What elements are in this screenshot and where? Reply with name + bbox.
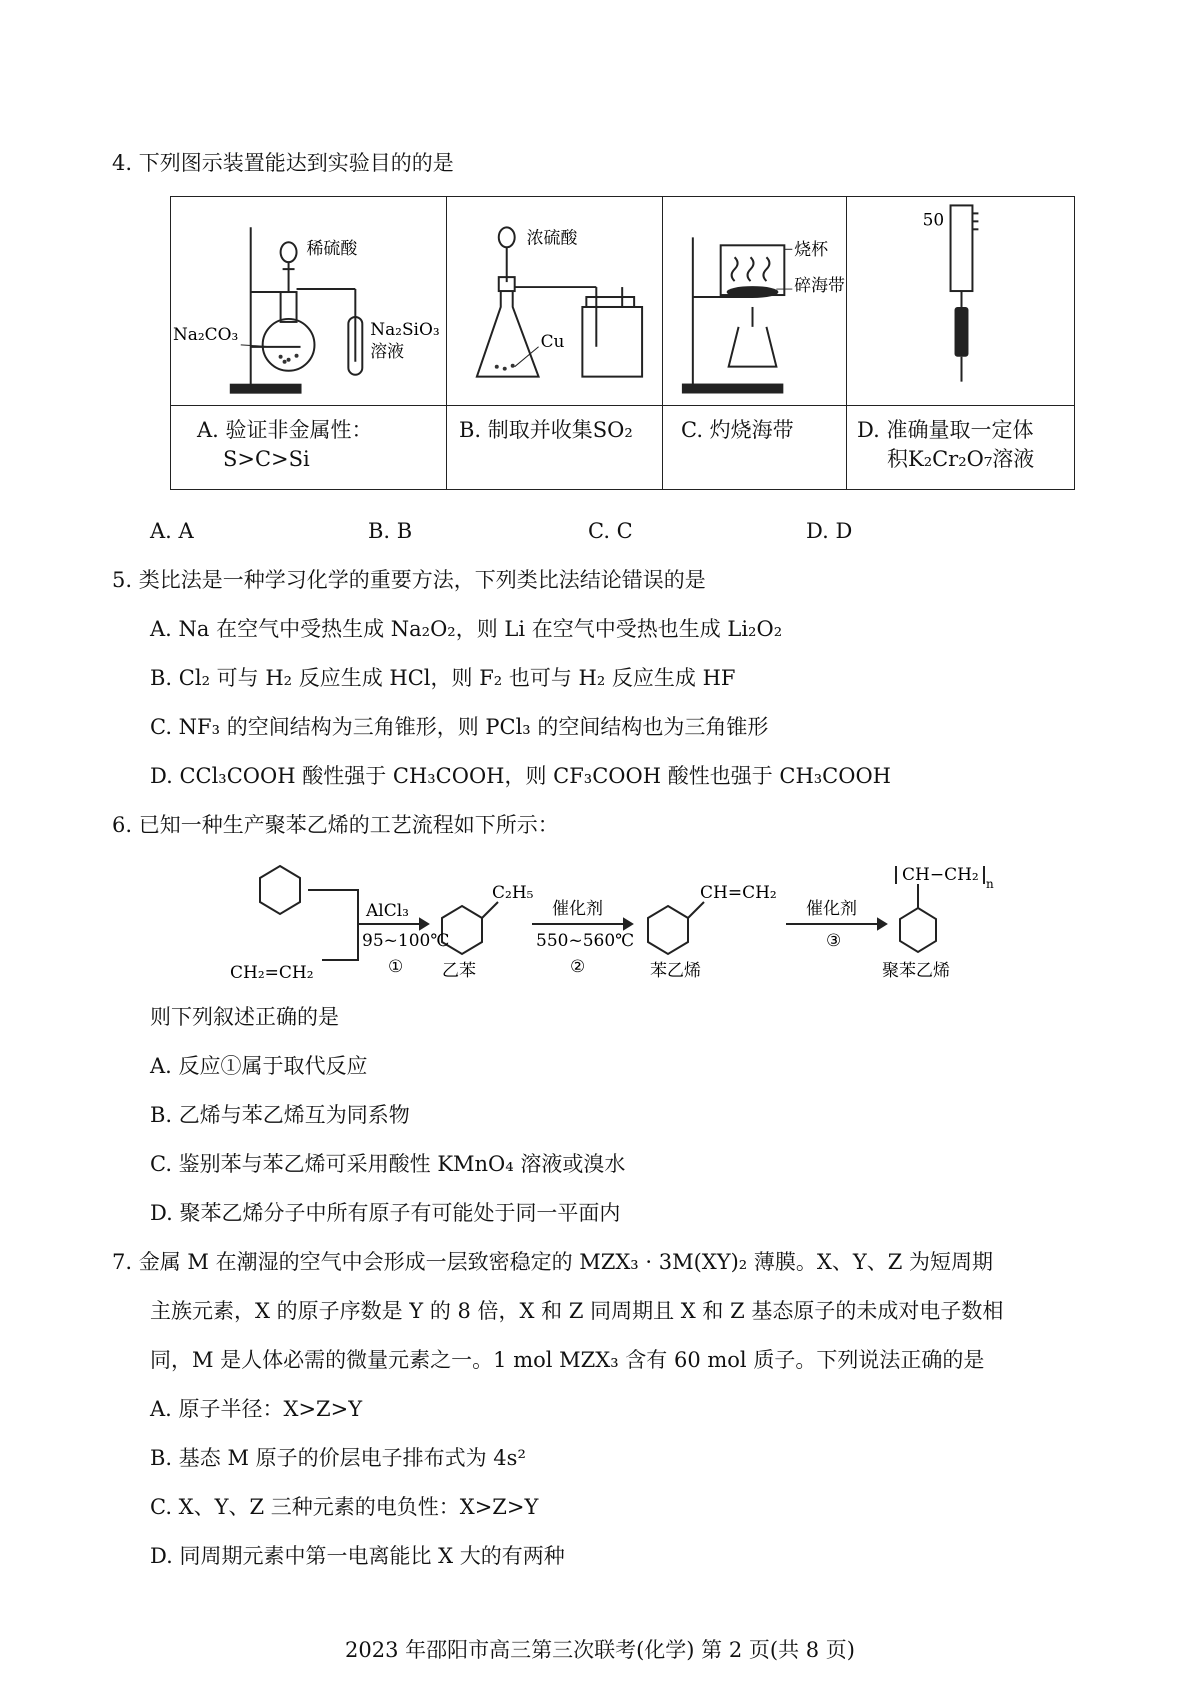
apparatus-a-diagram: [171, 197, 446, 405]
ethylene-label: CH₂=CH₂: [230, 963, 314, 983]
q6-option-d: D. 聚苯乙烯分子中所有原子有可能处于同一平面内: [150, 1201, 621, 1225]
q6-option-c: C. 鉴别苯与苯乙烯可采用酸性 KMnO₄ 溶液或溴水: [150, 1152, 626, 1176]
label-beaker: 烧杯: [794, 239, 829, 260]
label-cu: Cu: [540, 330, 565, 351]
step2-catalyst: 催化剂: [552, 899, 603, 919]
label-dilute-h2so4: 稀硫酸: [306, 238, 358, 259]
benzene-ring: [260, 866, 300, 914]
apparatus-d-cell: [847, 197, 1075, 406]
page-footer: 2023 年邵阳市高三第三次联考(化学) 第 2 页(共 8 页): [345, 1638, 855, 1662]
q6-stem: 6. 已知一种生产聚苯乙烯的工艺流程如下所示：: [112, 813, 559, 837]
apparatus-c-diagram: [663, 197, 846, 405]
label-na2sio3: Na₂SiO₃: [370, 318, 440, 339]
q4-choice-a: A. A: [150, 519, 194, 543]
ethyl-substituent: C₂H₅: [492, 883, 534, 903]
polymer-n: n: [986, 877, 994, 891]
label-seaweed: 碎海带: [794, 275, 845, 296]
caption-c: C. 灼烧海带: [663, 406, 847, 490]
step2-number: ②: [570, 957, 586, 977]
q5-option-a: A. Na 在空气中受热生成 Na₂O₂，则 Li 在空气中受热也生成 Li₂O₂: [150, 617, 783, 641]
apparatus-d-diagram: [847, 197, 1074, 405]
q7-option-d: D. 同周期元素中第一电离能比 X 大的有两种: [150, 1544, 565, 1568]
q7-stem-line2: 主族元素，X 的原子序数是 Y 的 8 倍，X 和 Z 同周期且 X 和 Z 基态原子的未成对电子数相: [150, 1299, 1004, 1323]
polymer-repeat-unit: CH−CH₂: [902, 865, 979, 885]
q7-stem-line3: 同，M 是人体必需的微量元素之一。1 mol MZX₃ 含有 60 mol 质子。下列说法正确的是: [150, 1348, 985, 1372]
step1-temperature: 95~100℃: [362, 931, 450, 951]
q6-process-flow: [230, 852, 994, 983]
q7-option-b: B. 基态 M 原子的价层电子排布式为 4s²: [150, 1446, 526, 1470]
q7-option-a: A. 原子半径：X>Z>Y: [150, 1397, 363, 1421]
q7-option-c: C. X、Y、Z 三种元素的电负性：X>Z>Y: [150, 1495, 539, 1519]
step3-number: ③: [826, 931, 842, 951]
polystyrene-label: 聚苯乙烯: [882, 961, 950, 981]
q4-apparatus-table: [170, 196, 1075, 490]
styrene-label: 苯乙烯: [650, 961, 701, 981]
q4-choice-d: D. D: [806, 519, 853, 543]
step1-number: ①: [388, 957, 404, 977]
q7-stem-line1: 7. 金属 M 在潮湿的空气中会形成一层致密稳定的 MZX₃ · 3M(XY)₂ 薄膜。X、Y、Z 为短周期: [112, 1250, 993, 1274]
label-na2co3: Na₂CO₃: [172, 323, 239, 344]
styrene-ring: [648, 906, 688, 954]
step3-catalyst: 催化剂: [806, 899, 857, 919]
q5-option-c: C. NF₃ 的空间结构为三角锥形，则 PCl₃ 的空间结构也为三角锥形: [150, 715, 769, 739]
polystyrene-ring: [900, 908, 936, 952]
q5-option-b: B. Cl₂ 可与 H₂ 反应生成 HCl，则 F₂ 也可与 H₂ 反应生成 HF: [150, 666, 736, 690]
q6-lead: 则下列叙述正确的是: [150, 1005, 339, 1029]
apparatus-a-cell: [171, 197, 447, 406]
vinyl-substituent: CH=CH₂: [700, 883, 777, 903]
label-50: 50: [922, 209, 945, 230]
q4-choice-b: B. B: [368, 519, 413, 543]
ethylbenzene-label: 乙苯: [442, 961, 476, 981]
q4-stem: 4. 下列图示装置能达到实验目的的是: [112, 151, 454, 175]
q5-stem: 5. 类比法是一种学习化学的重要方法，下列类比法结论错误的是: [112, 568, 706, 592]
q6-option-b: B. 乙烯与苯乙烯互为同系物: [150, 1103, 410, 1127]
q6-option-a: A. 反应①属于取代反应: [150, 1054, 368, 1078]
apparatus-b-cell: [447, 197, 663, 406]
caption-d: D. 准确量取一定体 积K₂Cr₂O₇溶液: [847, 406, 1075, 490]
step2-temperature: 550~560℃: [536, 931, 635, 951]
apparatus-b-diagram: [447, 197, 662, 405]
q5-option-d: D. CCl₃COOH 酸性强于 CH₃COOH，则 CF₃COOH 酸性也强于 CH₃COOH: [150, 764, 891, 788]
label-solution: 溶液: [370, 340, 405, 361]
step1-catalyst: AlCl₃: [366, 901, 409, 921]
caption-a: A. 验证非金属性： S>C>Si: [171, 406, 447, 490]
q4-choice-c: C. C: [588, 519, 633, 543]
caption-b: B. 制取并收集SO₂: [447, 406, 663, 490]
apparatus-c-cell: [663, 197, 847, 406]
label-conc-h2so4: 浓硫酸: [526, 227, 578, 248]
